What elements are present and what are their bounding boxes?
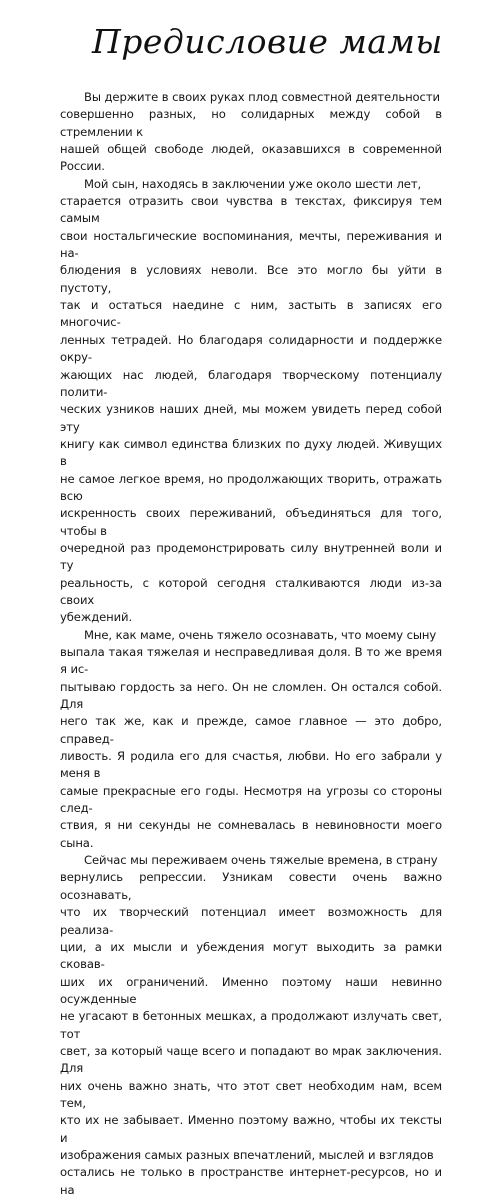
paragraph-4: Сейчас мы переживаем очень тяжелые времена, в страну вернулись репрессии. Узникам совести очень важно осознавать, что их творческий потенциал имеет возможность для реализа- ции, а их мысли и убеждения могут выходить за рамки сковав- ших их ограничений. Именно поэтому наши невинно осужденные не угасают в бетонных мешках, а продолжают излучать свет, тот свет, за который чаще всего и попадают во мрак заключения. Для них очень важно знать, что этот свет необходим нам, всем тем, кто их не забывает. Именно поэтому важно, чтобы их тексты и изображения самых разных впечатлений, мыслей и взглядов остались не только в пространстве интернет-ресурсов, но и на (60, 853, 442, 1197)
paragraph-2: Мой сын, находясь в заключении уже около шести лет, старается отразить свои чувства в текстах, фиксируя тем самым свои ностальгические воспоминания, мечты, переживания и на- блюдения в условиях неволи. Все это могло бы уйти в пустоту, так и остаться наедине с ним, застыть в записях его многочис- ленных тетрадей. Но благодаря солидарности и поддержке окру- жающих нас людей, благодаря творческому потенциалу полити- ческих узников наших дней, мы можем увидеть перед собой эту книгу как символ единства близких по духу людей. Живущих в не самое легкое время, но продолжающих творить, отражать всю искренность своих переживаний, объединяться для того, чтобы в очередной раз продемонстрировать силу внутренней воли и ту реальность, с которой сегодня сталкиваются люди из-за своих убеждений. (60, 176, 442, 625)
page-title: Предисловие мамы (92, 22, 443, 61)
paragraph-1: Вы держите в своих руках плод совместной деятельности совершенно разных, но солидарных между собой в стремлении к нашей общей свободе людей, оказавшихся в современной России. (60, 90, 442, 174)
body-text (60, 89, 442, 1199)
paragraph-3: Мне, как маме, очень тяжело осознавать, что моему сыну выпала такая тяжелая и несправедливая доля. В то же время я ис- пытываю гордость за него. Он не сломлен. Он остался собой. Для него так же, как и прежде, самое главное — это добро, справед- ливость. Я родила его для счастья, любви. Но его забрали у меня в самые прекрасные его годы. Несмотря на угрозы со стороны след- ствия, я ни секунды не сомневалась в невиновности моего сына. (60, 627, 442, 850)
